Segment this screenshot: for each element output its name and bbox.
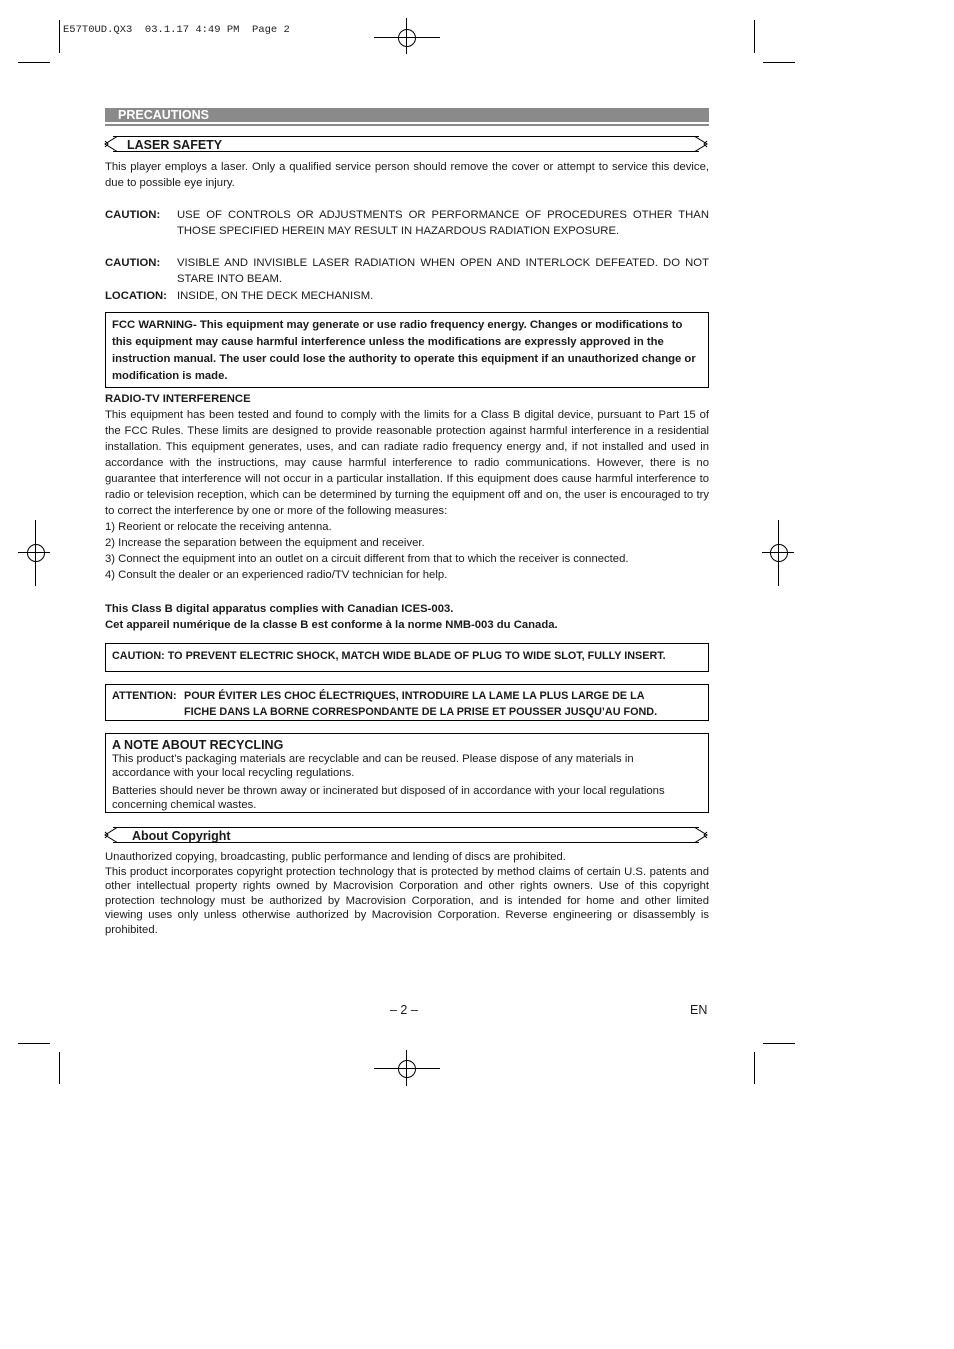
canada-compliance-en: This Class B digital apparatus complies with Canadian ICES-003. (105, 603, 454, 615)
recycling-p1: This product’s packaging materials are recyclable and can be reused. Please dispose of any materials in accordance with your local recycling regulations. (112, 753, 634, 779)
plug-caution-box (105, 643, 709, 672)
heading-cap-left-icon (103, 136, 117, 152)
laser-safety-title: LASER SAFETY (127, 138, 223, 152)
attention-line-1: POUR ÉVITER LES CHOC ÉLECTRIQUES, INTRODUIRE LA LAME LA PLUS LARGE DE LA (184, 690, 645, 702)
recycling-box (105, 733, 709, 813)
laser-intro (105, 159, 709, 191)
copyright-heading (113, 827, 699, 843)
fcc-warning-text: FCC WARNING- This equipment may generate or use radio frequency energy. Changes or modifications to this equipment may cause harmful interference unless the modifications are expressly approved in the instruction manual. The user could lose the authority to operate this equipment if an unauthorized change or modification is made. (112, 319, 696, 382)
section-rule (105, 124, 709, 126)
attention-box (105, 684, 709, 721)
caution-1 (105, 207, 709, 239)
attention-indent (112, 704, 184, 720)
copyright-p2: This product incorporates copyright protection technology that is protected by method claims of certain U.S. patents and other intellectual property rights owned by Macrovision Corporation and other rights owners. Use of this copyright protection technology must be authorized by Macrovision Corporation, and is intended for home and other limited viewing uses only unless otherwise authorized by Macrovision Corporation. Reverse engineering or disassembly is prohibited. (105, 865, 709, 936)
measure-item: 3) Connect the equipment into an outlet on a circuit different from that to which the receiver is connected. (105, 553, 629, 565)
radio-tv-heading: RADIO-TV INTERFERENCE (105, 393, 251, 405)
heading-cap-left-icon (103, 827, 117, 843)
heading-cap-right-icon (695, 136, 709, 152)
caution-2-label: CAUTION: (105, 257, 161, 269)
recycling-p2: Batteries should never be thrown away or incinerated but disposed of in accordance with your local regulations concerning chemical wastes. (112, 785, 665, 811)
measure-item: 2) Increase the separation between the equipment and receiver. (105, 537, 425, 549)
copyright-p1: Unauthorized copying, broadcasting, public performance and lending of discs are prohibited. (105, 851, 566, 863)
attention-line-2: FICHE DANS LA BORNE CORRESPONDANTE DE LA PRISE ET POUSSER JUSQU’AU FOND. (184, 706, 658, 718)
canada-compliance-fr: Cet appareil numérique de la classe B est conforme à la norme NMB-003 du Canada. (105, 619, 558, 631)
attention-label: ATTENTION: (112, 690, 177, 702)
caution-1-label: CAUTION: (105, 209, 161, 221)
caution-2-text: VISIBLE AND INVISIBLE LASER RADIATION WHEN OPEN AND INTERLOCK DEFEATED. DO NOT STARE INTO BEAM. (177, 257, 709, 285)
section-title: PRECAUTIONS (105, 108, 709, 122)
canada-compliance (105, 601, 709, 633)
laser-intro-text: This player employs a laser. Only a qualified service person should remove the cover or attempt to service this device, due to possible eye injury. (105, 161, 709, 189)
language-code: EN (690, 1003, 708, 1017)
copyright-body (105, 850, 709, 938)
page-number: – 2 – (390, 1003, 418, 1017)
caution-2 (105, 255, 709, 304)
location-label: LOCATION: (105, 290, 167, 302)
location-text: INSIDE, ON THE DECK MECHANISM. (177, 290, 374, 302)
radio-tv-section (105, 391, 709, 583)
printer-slug: E57T0UD.QX3 03.1.17 4:49 PM Page 2 (63, 24, 290, 36)
fcc-warning-box (105, 312, 709, 388)
radio-tv-body: This equipment has been tested and found to comply with the limits for a Class B digital device, pursuant to Part 15 of the FCC Rules. These limits are designed to provide reasonable protection against harmful interference in a residential installation. This equipment generates, uses, and can radiate radio frequency energy and, if not installed and used in accordance with the instructions, may cause harmful interference to radio communications. However, there is no guarantee that interference will not occur in a particular installation. If this equipment does cause harmful interference to radio or television reception, which can be determined by turning the equipment off and on, the user is encouraged to try to correct the interference by one or more of the following measures: (105, 409, 709, 517)
plug-caution-text: CAUTION: TO PREVENT ELECTRIC SHOCK, MATCH WIDE BLADE OF PLUG TO WIDE SLOT, FULLY INSERT. (112, 650, 666, 662)
measure-item: 4) Consult the dealer or an experienced radio/TV technician for help. (105, 569, 448, 581)
recycling-heading: A NOTE ABOUT RECYCLING (112, 738, 284, 752)
copyright-title: About Copyright (132, 829, 231, 843)
heading-cap-right-icon (695, 827, 709, 843)
laser-safety-heading (113, 136, 699, 152)
caution-1-text: USE OF CONTROLS OR ADJUSTMENTS OR PERFORMANCE OF PROCEDURES OTHER THAN THOSE SPECIFIED HEREIN MAY RESULT IN HAZARDOUS RADIATION EXPOSURE. (177, 209, 709, 237)
measure-item: 1) Reorient or relocate the receiving antenna. (105, 521, 332, 533)
